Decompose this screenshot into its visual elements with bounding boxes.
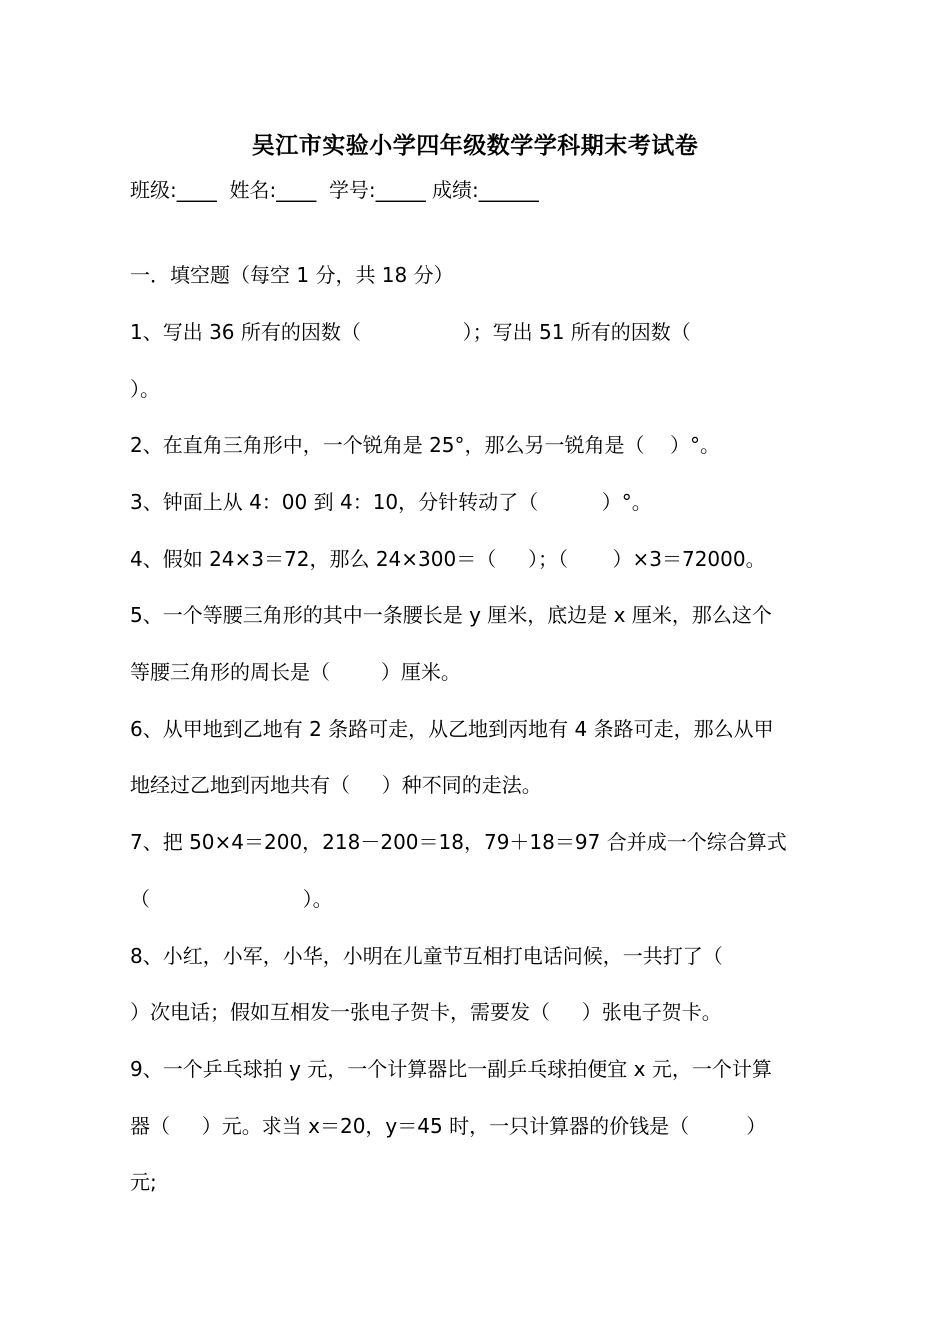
score-blank: ______ <box>478 178 539 202</box>
student-info-row <box>130 174 539 206</box>
question-7-line-1: 7、把 50×4＝200，218－200＝18，79＋18＝97 合并成一个综合算式 <box>130 830 787 854</box>
question-9-line-2: 器（ ）元。求当 x＝20，y＝45 时，一只计算器的价钱是（ ） <box>130 1114 767 1138</box>
class-label: 班级: <box>130 178 177 202</box>
question-3: 3、钟面上从 4：00 到 4：10，分针转动了（ ）°。 <box>130 490 652 514</box>
question-9-line-1: 9、一个乒乓球拍 y 元，一个计算器比一副乒乓球拍便宜 x 元，一个计算 <box>130 1057 772 1081</box>
exam-title: 吴江市实验小学四年级数学学科期末考试卷 <box>251 133 699 159</box>
question-7-line-2: （ ）。 <box>130 887 333 911</box>
question-6-line-1: 6、从甲地到乙地有 2 条路可走，从乙地到丙地有 4 条路可走，那么从甲 <box>130 717 774 741</box>
name-blank: ____ <box>276 178 317 202</box>
question-1-line-2: ）。 <box>130 377 160 401</box>
question-8-line-1: 8、小红，小军，小华，小明在儿童节互相打电话问候，一共打了（ <box>130 944 723 968</box>
student-id-label: 学号: <box>328 178 376 202</box>
question-9-line-3: 元; <box>130 1170 157 1194</box>
student-id-blank: _____ <box>375 178 426 202</box>
question-6-line-2: 地经过乙地到丙地共有（ ）种不同的走法。 <box>130 773 542 797</box>
class-blank: ____ <box>176 178 217 202</box>
question-4: 4、假如 24×3＝72，那么 24×300＝（ ）；（ ）×3＝72000。 <box>130 547 766 571</box>
question-2: 2、在直角三角形中，一个锐角是 25°，那么另一锐角是（ ）°。 <box>130 433 720 457</box>
question-5-line-2: 等腰三角形的周长是（ ）厘米。 <box>130 660 461 684</box>
score-label: 成绩: <box>432 178 479 202</box>
question-5-line-1: 5、一个等腰三角形的其中一条腰长是 y 厘米，底边是 x 厘米，那么这个 <box>130 603 772 627</box>
question-1-line-1: 1、写出 36 所有的因数（ ）；写出 51 所有的因数（ <box>130 320 691 344</box>
name-label: 姓名: <box>229 178 277 202</box>
question-8-line-2: ）次电话；假如互相发一张电子贺卡，需要发（ ）张电子贺卡。 <box>130 1000 722 1024</box>
section-heading: 一．填空题（每空 1 分，共 18 分） <box>130 263 454 287</box>
